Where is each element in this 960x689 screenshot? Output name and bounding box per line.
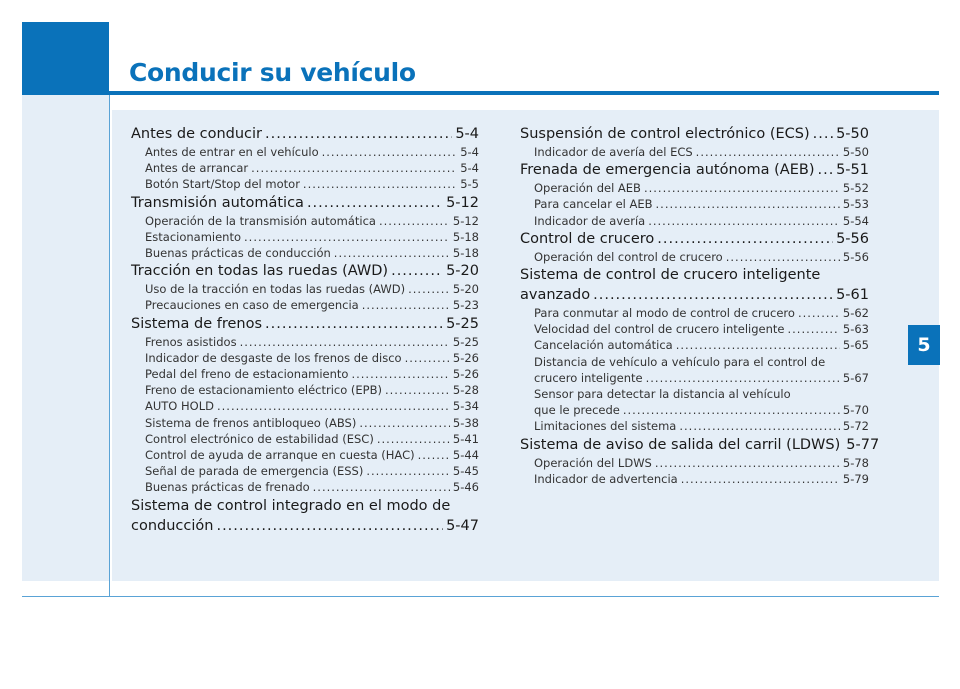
toc-entry[interactable] [520,249,869,265]
toc-section [131,124,479,193]
toc-heading-label: Sistema de frenos [131,315,263,332]
toc-heading-label: avanzado [520,287,591,304]
toc-entry[interactable] [520,305,869,321]
toc-entry[interactable] [520,144,869,160]
page-number: 5-20 [452,282,479,297]
toc-entry-label: Sistema de frenos antibloqueo (ABS) [145,415,357,430]
dot-leader [303,176,457,192]
toc-entry-label: Cancelación automática [534,338,673,353]
dot-leader [798,305,840,321]
page-number: 5-52 [842,181,869,196]
dot-leader [646,370,840,386]
toc-entry[interactable] [131,415,479,431]
page-number: 5-26 [452,367,479,382]
page-number: 5-50 [836,126,869,142]
toc-heading[interactable] [520,435,880,455]
dot-leader [366,463,450,479]
toc-entry[interactable] [520,321,869,337]
dot-leader [726,249,840,265]
page-number: 5-23 [452,298,479,313]
dot-leader [593,285,833,305]
toc-entry[interactable] [131,334,479,350]
header-color-block [22,22,109,92]
toc-entry-label: Operación del LDWS [534,455,652,470]
toc-entry[interactable] [131,160,479,176]
toc-entry-label: Frenos asistidos [145,334,237,349]
toc-entry[interactable] [520,213,869,229]
dot-leader [405,350,450,366]
dot-leader [351,366,449,382]
page-number: 5-46 [452,480,479,495]
dot-leader [217,398,450,414]
page-number: 5-4 [455,126,479,142]
toc-entry-label: crucero inteligente [534,370,643,385]
toc-heading[interactable] [520,229,869,249]
toc-heading[interactable] [131,314,479,334]
dot-leader [322,144,458,160]
page-number: 5-25 [452,334,479,349]
page-number: 5-5 [460,177,479,192]
toc-entry-label: Señal de parada de emergencia (ESS) [145,464,364,479]
page-number: 5-63 [842,322,869,337]
dot-leader [265,314,443,334]
toc-entry-label: Indicador de avería [534,213,646,228]
toc-section [520,124,869,160]
toc-entry-label: Pedal del freno de estacionamiento [145,367,349,382]
toc-entry-line[interactable]: Sensor para detectar la distancia al vehículo [534,387,791,402]
toc-entry-label: Limitaciones del sistema [534,419,677,434]
page-number: 5-65 [842,338,869,353]
dot-leader [679,418,840,434]
page-number: 5-77 [846,436,880,453]
toc-entry[interactable] [520,418,869,434]
toc-entry[interactable] [131,366,479,382]
page-number: 5-18 [452,246,479,261]
toc-entry[interactable] [520,196,869,212]
toc-heading[interactable] [131,193,479,213]
toc-entry-line[interactable]: Distancia de vehículo a vehículo para el control de [534,354,826,369]
toc-entry[interactable] [520,370,869,386]
toc-entry-label: Precauciones en caso de emergencia [145,298,359,313]
page-number: 5-78 [842,455,869,470]
margin-divider [109,95,110,597]
footer-rule [22,596,939,597]
toc-entry[interactable] [131,176,479,192]
dot-leader [696,144,840,160]
toc-right-column [520,124,880,487]
page-number: 5-50 [842,145,869,159]
toc-entry[interactable] [520,455,869,471]
toc-entry-label: Buenas prácticas de conducción [145,246,331,261]
toc-entry-label: Indicador de advertencia [534,471,678,486]
toc-entry[interactable] [520,402,869,418]
toc-entry[interactable] [520,337,869,353]
page-number: 5-41 [452,431,479,446]
toc-entry-label: Velocidad del control de crucero inteligente [534,322,785,337]
toc-section [131,193,479,262]
page-number: 5-53 [842,197,869,212]
toc-entry-label: Freno de estacionamiento eléctrico (EPB) [145,383,382,398]
dot-leader [644,180,840,196]
dot-leader [787,321,839,337]
dot-leader [359,415,450,431]
page-number: 5-54 [842,213,869,228]
dot-leader [385,382,450,398]
toc-entry[interactable] [131,229,479,245]
dot-leader [681,471,840,487]
page-number: 5-72 [842,419,869,434]
header-rule [22,91,939,95]
toc-entry[interactable] [520,180,869,196]
toc-heading-line[interactable]: Sistema de control de crucero inteligente [520,267,821,284]
toc-entry-label: Control de ayuda de arranque en cuesta (HAC) [145,448,415,463]
toc-entry[interactable] [520,471,869,487]
page-number: 5-62 [842,306,869,321]
page-number: 5-70 [842,403,869,418]
toc-section [131,496,479,536]
toc-heading-line[interactable]: Sistema de control integrado en el modo de [131,497,451,514]
toc-entry[interactable] [131,350,479,366]
toc-entry[interactable] [131,144,479,160]
dot-leader [813,124,833,144]
toc-entry-label: Indicador de avería del ECS [534,145,693,159]
toc-entry-label: Uso de la tracción en todas las ruedas (AWD) [145,282,406,297]
dot-leader [391,261,443,281]
page-number: 5-47 [446,517,479,534]
dot-leader [240,334,450,350]
page-number: 5-12 [446,194,479,211]
dot-leader [377,431,450,447]
toc-heading-label: Frenada de emergencia autónoma (AEB) [520,162,815,179]
toc-entry-label: Para cancelar el AEB [534,197,653,212]
toc-section [520,435,880,487]
toc-heading-label: Transmisión automática [131,194,304,211]
toc-heading[interactable] [131,516,479,536]
toc-heading[interactable] [520,124,869,144]
chapter-tab[interactable]: 5 [908,325,940,365]
toc-section [520,229,869,265]
page-number: 5-28 [452,383,479,398]
toc-entry-label: Para conmutar al modo de control de crucero [534,306,795,321]
page-number: 5-56 [836,230,869,247]
toc-section [520,265,869,435]
dot-leader [648,213,840,229]
toc-heading-label: Control de crucero [520,230,655,247]
toc-entry-label: Operación de la transmisión automática [145,213,376,228]
page-number: 5-45 [452,464,479,479]
dot-leader [265,124,452,144]
page-number: 5-67 [842,370,869,385]
dot-leader [379,213,450,229]
toc-heading[interactable] [131,261,479,281]
toc-entry-label: Botón Start/Stop del motor [145,177,300,192]
dot-leader [251,160,457,176]
page-number: 5-44 [452,448,479,463]
dot-leader [657,229,833,249]
toc-entry[interactable] [131,281,479,297]
toc-heading-label: conducción [131,517,214,534]
page-number: 5-4 [460,161,479,176]
toc-entry-label: Control electrónico de estabilidad (ESC) [145,431,374,446]
page-number: 5-4 [460,145,479,159]
left-margin-panel [22,95,109,581]
toc-heading[interactable] [520,160,869,180]
toc-entry-label: Antes de entrar en el vehículo [145,145,319,159]
page-number: 5-34 [452,399,479,414]
toc-entry[interactable] [131,382,479,398]
dot-leader [307,193,443,213]
page-number: 5-20 [446,263,479,280]
toc-section [520,160,869,229]
toc-section [131,261,479,313]
toc-entry-label: Operación del control de crucero [534,249,723,264]
toc-heading-label: Tracción en todas las ruedas (AWD) [131,263,389,280]
dot-leader [244,229,450,245]
toc-heading-label: Suspensión de control electrónico (ECS) [520,126,810,142]
page-title: Conducir su vehículo [129,58,416,87]
toc-entry[interactable] [131,213,479,229]
toc-heading-label: Sistema de aviso de salida del carril (LDWS) [520,436,841,453]
toc-left-column [131,124,479,536]
toc-heading[interactable] [520,285,869,305]
dot-leader [362,297,450,313]
toc-entry-label: Estacionamiento [145,229,242,244]
toc-entry[interactable] [131,463,479,479]
toc-entry[interactable] [131,297,479,313]
dot-leader [408,281,450,297]
toc-entry[interactable] [131,479,479,495]
toc-entry[interactable] [131,398,479,414]
toc-entry-label: Indicador de desgaste de los frenos de disco [145,350,402,365]
page-number: 5-79 [842,471,869,486]
dot-leader [676,337,840,353]
toc-entry-label: Operación del AEB [534,181,641,196]
page-number: 5-18 [452,229,479,244]
toc-entry-label: Antes de arrancar [145,161,249,176]
dot-leader [655,455,840,471]
toc-entry[interactable] [131,431,479,447]
toc-entry[interactable] [131,245,479,261]
toc-entry[interactable] [131,447,479,463]
dot-leader [623,402,840,418]
toc-entry-label: Buenas prácticas de frenado [145,480,310,495]
toc-entry-label: que le precede [534,403,620,418]
page-number: 5-26 [452,350,479,365]
dot-leader [418,447,450,463]
dot-leader [334,245,450,261]
toc-heading-label: Antes de conducir [131,126,263,142]
page-number: 5-56 [842,249,869,264]
page-number: 5-51 [836,162,869,179]
page-number: 5-12 [452,213,479,228]
toc-heading[interactable] [131,124,479,144]
toc-section [131,314,479,496]
dot-leader [656,196,840,212]
page-number: 5-61 [836,287,869,304]
page-number: 5-25 [446,315,479,332]
dot-leader [216,516,443,536]
page-number: 5-38 [452,415,479,430]
dot-leader [818,160,834,180]
toc-entry-label: AUTO HOLD [145,399,214,414]
dot-leader [313,479,450,495]
